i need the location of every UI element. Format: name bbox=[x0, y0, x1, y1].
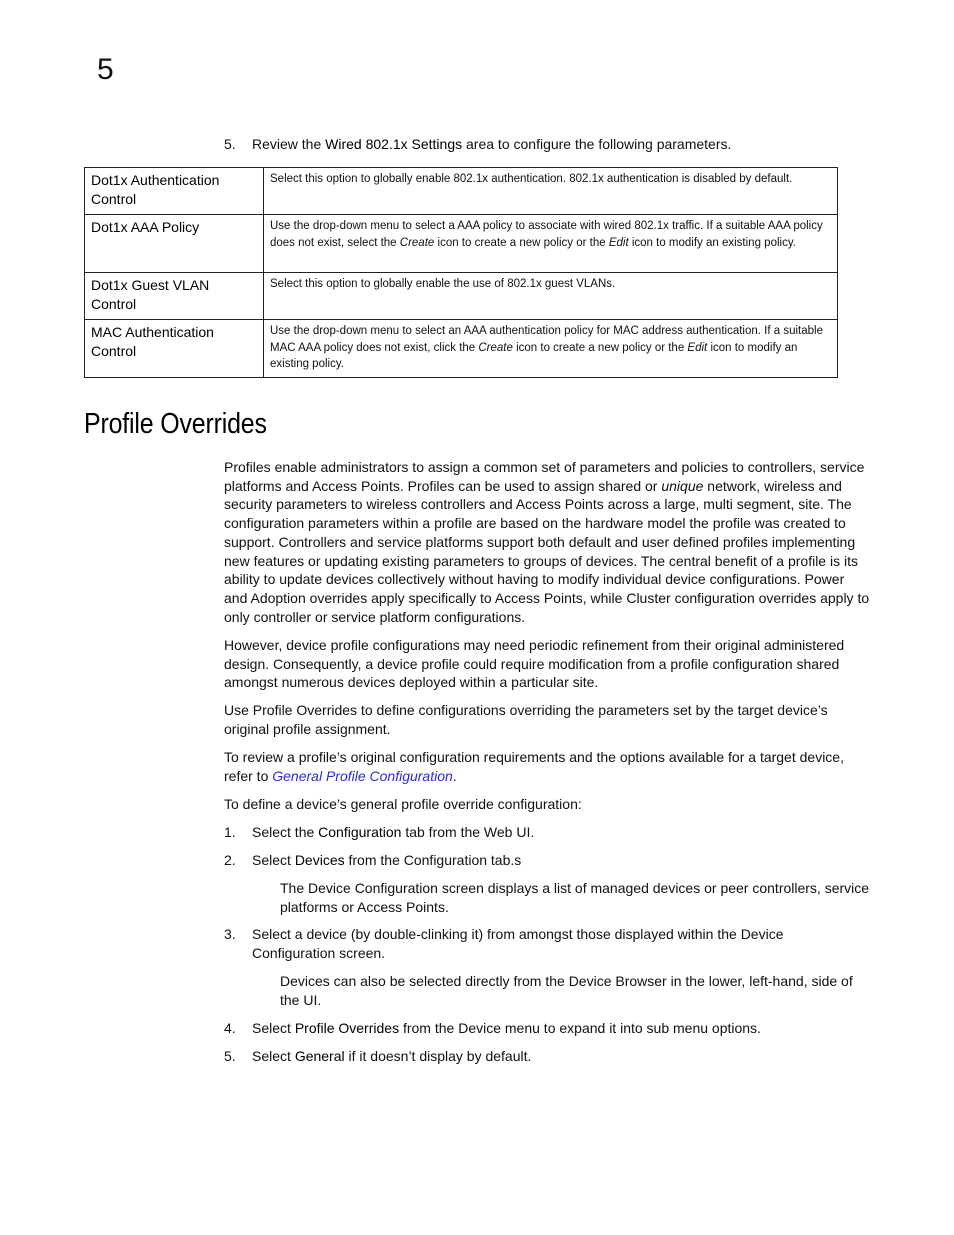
step-part: if it doesn’t display by default. bbox=[344, 1048, 532, 1064]
step-bold: Profile Overrides bbox=[294, 1020, 400, 1036]
param-description: Select this option to globally enable 802.1x authentication. 802.1x authentication is disabled by default. bbox=[264, 168, 838, 215]
paragraph: Use Profile Overrides to define configurations overriding the parameters set by the target device’s original profile assignment. bbox=[224, 702, 828, 737]
paragraph-italic: unique bbox=[661, 477, 704, 494]
paragraph bbox=[224, 748, 870, 785]
param-name: Dot1x Guest VLAN Control bbox=[85, 273, 264, 320]
step-part: Select bbox=[252, 1020, 295, 1036]
param-description: Select this option to globally enable the use of 802.1x guest VLANs. bbox=[264, 273, 838, 320]
general-profile-configuration-link[interactable]: General Profile Configuration bbox=[272, 767, 453, 784]
desc-italic: Edit bbox=[687, 341, 708, 354]
step-number: 1. bbox=[224, 824, 236, 840]
intro-step-pre: Review the bbox=[252, 136, 326, 152]
step-bold: Devices bbox=[294, 852, 345, 868]
step-text: Select a device (by double-clinking it) from amongst those displayed within the Device Configuration screen. bbox=[252, 926, 784, 961]
step-text bbox=[252, 1019, 870, 1038]
intro-step-bold: Wired 802.1x Settings bbox=[325, 136, 463, 152]
paragraph bbox=[224, 458, 870, 626]
desc-part: Use the drop-down menu to select a AAA policy to associate with wired 802.1x traffic. If a suitable AAA policy does not exist, select the bbox=[270, 220, 823, 249]
step-text bbox=[252, 1047, 870, 1066]
table-row bbox=[85, 168, 838, 215]
step-note: The Device Configuration screen displays a list of managed devices or peer controllers, service platforms or Access Points. bbox=[280, 880, 870, 915]
step-part: Select the bbox=[252, 824, 319, 840]
desc-italic: Edit bbox=[608, 236, 629, 249]
paragraph-part: To review a profile’s original configuration requirements and the options available for a target device, refer to bbox=[224, 749, 844, 784]
paragraph-part: Profiles enable administrators to assign a common set of parameters and policies to controllers, service platforms and Access Points. Profiles can be used to assign shared or bbox=[224, 459, 865, 494]
step-text bbox=[252, 823, 870, 842]
table-row bbox=[85, 215, 838, 273]
step-part: tab from the Web UI. bbox=[401, 824, 535, 840]
desc-part: icon to create a new policy or the bbox=[512, 341, 688, 354]
step-bold: Configuration bbox=[318, 824, 402, 840]
intro-step bbox=[224, 135, 864, 153]
param-name: MAC Authentication Control bbox=[85, 320, 264, 378]
table-row bbox=[85, 273, 838, 320]
desc-part: Use the drop-down menu to select an AAA authentication policy for MAC address authentication. If a suitable MAC AAA policy does not exist, click the bbox=[270, 325, 823, 354]
intro-step-number: 5. bbox=[224, 136, 236, 152]
step-text bbox=[252, 851, 870, 870]
param-name: Dot1x Authentication Control bbox=[85, 168, 264, 215]
paragraph-part: . bbox=[452, 767, 457, 784]
param-description bbox=[264, 215, 838, 273]
paragraph-part: network, wireless and security parameters to wireless controllers and Access Points across a large, multi segment, site. The configuration parameters within a profile are based on the hardware model the profile was created to support. Controllers and service platforms support both default and user defined profiles implementing new features or updating existing parameters to groups of devices. The central benefit of a profile is its ability to update devices collectively without having to modify individual device configurations. Power and Adoption overrides apply specifically to Access Points, while Cluster configuration overrides apply to only controller or service platform configurations. bbox=[224, 477, 870, 625]
step-part: from the Device menu to expand it into sub menu options. bbox=[399, 1020, 761, 1036]
chapter-number: 5 bbox=[97, 53, 114, 86]
param-name: Dot1x AAA Policy bbox=[85, 215, 264, 273]
paragraph: However, device profile configurations may need periodic refinement from their original administered design. Consequently, a device profile could require modification from a profile configuration shared amongst numerous devices deployed within a particular site. bbox=[224, 637, 845, 691]
step-part: Select bbox=[252, 852, 295, 868]
desc-part: icon to create a new policy or the bbox=[434, 236, 609, 249]
step-number: 2. bbox=[224, 852, 236, 868]
step-part: from the Configuration tab.s bbox=[344, 852, 522, 868]
desc-part: icon to modify an existing policy. bbox=[270, 341, 798, 370]
step-number: 3. bbox=[224, 926, 236, 942]
table-row bbox=[85, 320, 838, 378]
step-number: 5. bbox=[224, 1048, 236, 1064]
step-note: Devices can also be selected directly from the Device Browser in the lower, left-hand, side of the UI. bbox=[280, 973, 853, 1008]
step-number: 4. bbox=[224, 1020, 236, 1036]
intro-step-post: area to configure the following parameters. bbox=[462, 136, 732, 152]
parameters-table bbox=[84, 167, 838, 378]
param-description bbox=[264, 320, 838, 378]
desc-italic: Create bbox=[478, 341, 513, 354]
section-title: Profile Overrides bbox=[84, 408, 267, 440]
step-part: Select bbox=[252, 1048, 295, 1064]
desc-italic: Create bbox=[399, 236, 435, 249]
step-bold: General bbox=[294, 1048, 345, 1064]
paragraph: To define a device’s general profile override configuration: bbox=[224, 796, 582, 812]
desc-part: icon to modify an existing policy. bbox=[628, 236, 796, 249]
